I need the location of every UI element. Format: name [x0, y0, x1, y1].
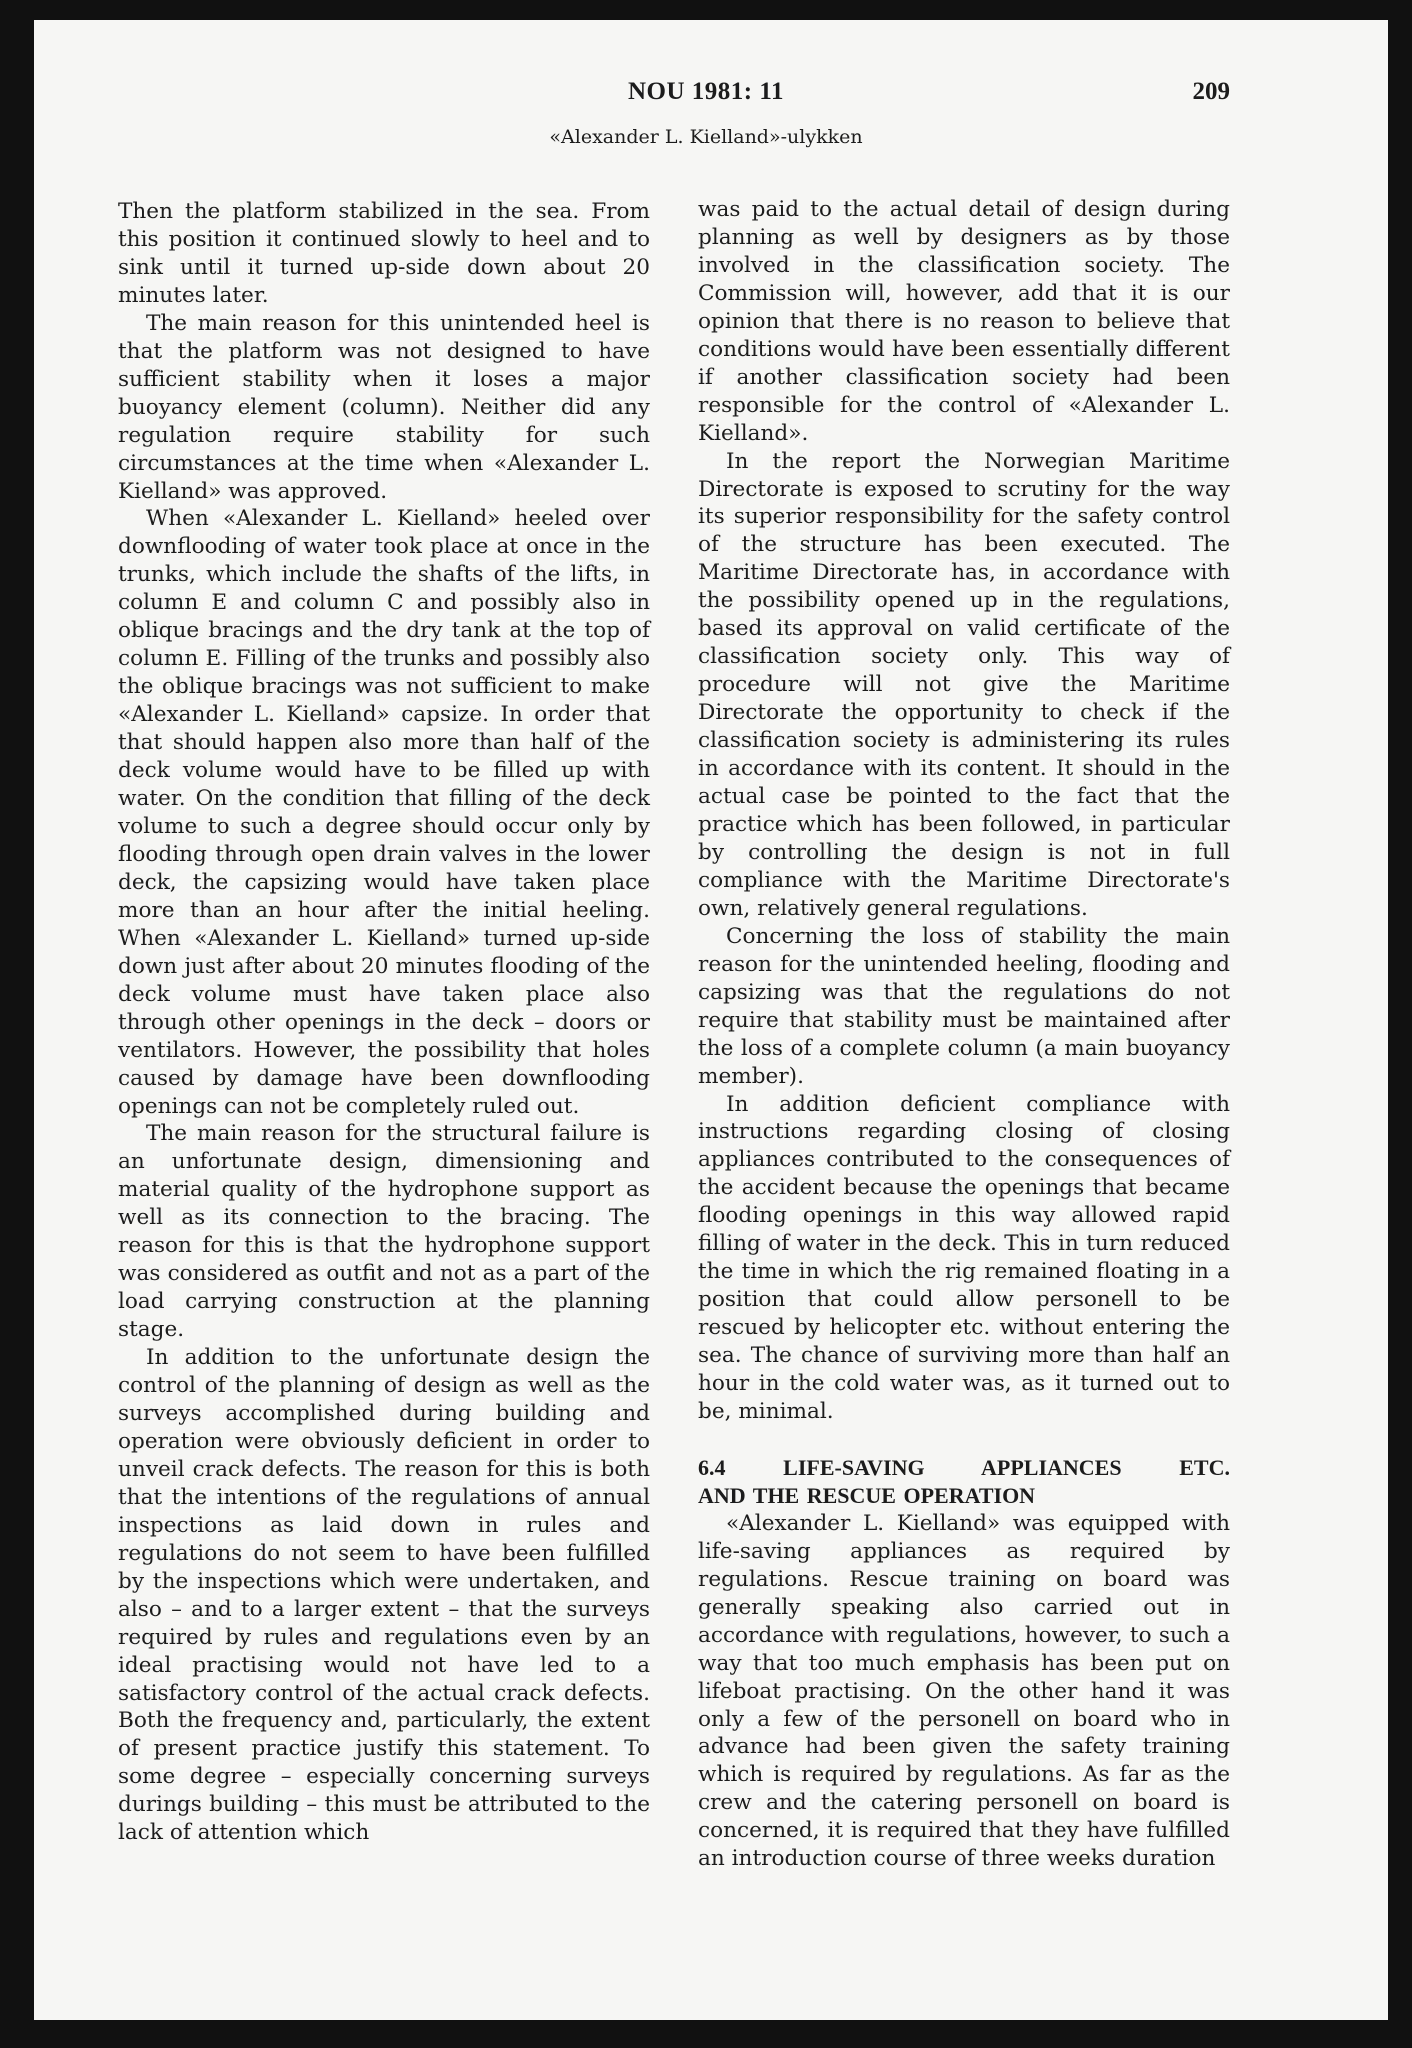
paragraph: The main reason for this unintended heel is that the platform was not designed to have sufficient stability when it loses a major buoyancy element (column). Neither did any regulation require stability for such circumstances at the time when «Alexander L. Kielland» was approved. [118, 310, 650, 504]
section-heading-line2: AND THE RESCUE OPERATION [698, 1482, 1036, 1508]
page-number: 209 [1192, 78, 1230, 105]
paragraph: Concerning the loss of stability the main reason for the unintended heeling, flooding and capsizing was that the regulations do not require that stability must be maintained after the loss of a complete column (a main buoyancy member). [698, 923, 1230, 1089]
paragraph: «Alexander L. Kielland» was equipped with life-saving appliances as required by regulations. Rescue training on board was generally speaking also carried out in accordance with regulations, however, to such a way that too much emphasis has been put on lifeboat practising. On the other hand it was only a few of the personell on board who in advance had been given the safety training which is required by regulations. As far as the crew and the catering personell on board is concerned, it is required that they have fulfilled an introduction course of three weeks duration [698, 1510, 1230, 1872]
paragraph: In the report the Norwegian Maritime Directorate is exposed to scrutiny for the way its superior responsibility for the safety control of the structure has been executed. The Maritime Directorate has, in accordance with the possibility opened up in the regulations, based its approval on valid certificate of the classification society only. This way of procedure will not give the Maritime Directorate the opportunity to check if the classification society is administering its rules in accordance with its content. It should in the actual case be pointed to the fact that the practice which has been followed, in particular by controlling the design is not in full compliance with the Maritime Directorate's own, relatively general regulations. [698, 448, 1230, 921]
left-column [118, 198, 650, 1847]
document-title: NOU 1981: 11 [628, 78, 784, 105]
right-column [698, 196, 1230, 1873]
paragraph: When «Alexander L. Kielland» heeled over downflooding of water took place at once in the trunks, which include the shafts of the lifts, in column E and column C and possibly also in oblique bracings and the dry tank at the top of column E. Filling of the trunks and possibly also the oblique bracings was not sufficient to make «Alexander L. Kielland» capsize. In order that that should happen also more than half of the deck volume would have to be filled up with water. On the condition that filling of the deck volume to such a degree should occur only by flooding through open drain valves in the lower deck, the capsizing would have taken place more than an hour after the initial heeling. When «Alexander L. Kielland» turned up-side down just after about 20 minutes flooding of the deck volume must have taken place also through other openings in the deck – doors or ventilators. However, the possibility that holes caused by damage have been downflooding openings can not be completely ruled out. [118, 506, 650, 1119]
paragraph: was paid to the actual detail of design during planning as well by designers as by those involved in the classification society. The Commission will, however, add that it is our opinion that there is no reason to believe that conditions would have been essentially different if another classification society had been responsible for the control of «Alexander L. Kielland». [698, 197, 1230, 446]
paragraph: The main reason for the structural failure is an unfortunate design, dimensioning and material quality of the hydrophone support as well as its connection to the bracing. The reason for this is that the hydrophone support was considered as outfit and not as a part of the load carrying construction at the planning stage. [118, 1121, 650, 1343]
paragraph: In addition deficient compliance with instructions regarding closing of closing appliances contributed to the consequences of the accident because the openings that became flooding openings in this way allowed rapid filling of water in the deck. This in turn reduced the time in which the rig remained floating in a position that could allow personell to be rescued by helicopter etc. without entering the sea. The chance of surviving more than half an hour in the cold water was, as it turned out to be, minimal. [698, 1091, 1230, 1424]
section-heading-line1: 6.4 LIFE-SAVING APPLIANCES ETC. [698, 1454, 1230, 1480]
paragraph: In addition to the unfortunate design the control of the planning of design as well as the surveys accomplished during building and operation were obviously deficient in order to unveil crack defects. The reason for this is both that the intentions of the regulations of annual inspections as laid down in rules and regulations do not seem to have been fulfilled by the inspections which were undertaken, and also – and to a larger extent – that the surveys required by rules and regulations even by an ideal practising would not have led to a satisfactory control of the actual crack defects. Both the frequency and, particularly, the extent of present practice justify this statement. To some degree – especially concerning surveys durings building – this must be attributed to the lack of attention which [118, 1345, 650, 1846]
document-subtitle: «Alexander L. Kielland»-ulykken [549, 126, 863, 148]
section-heading [698, 1454, 1230, 1510]
paragraph: Then the platform stabilized in the sea. From this position it continued slowly to heel and to sink until it turned up-side down about 20 minutes later. [118, 199, 650, 308]
